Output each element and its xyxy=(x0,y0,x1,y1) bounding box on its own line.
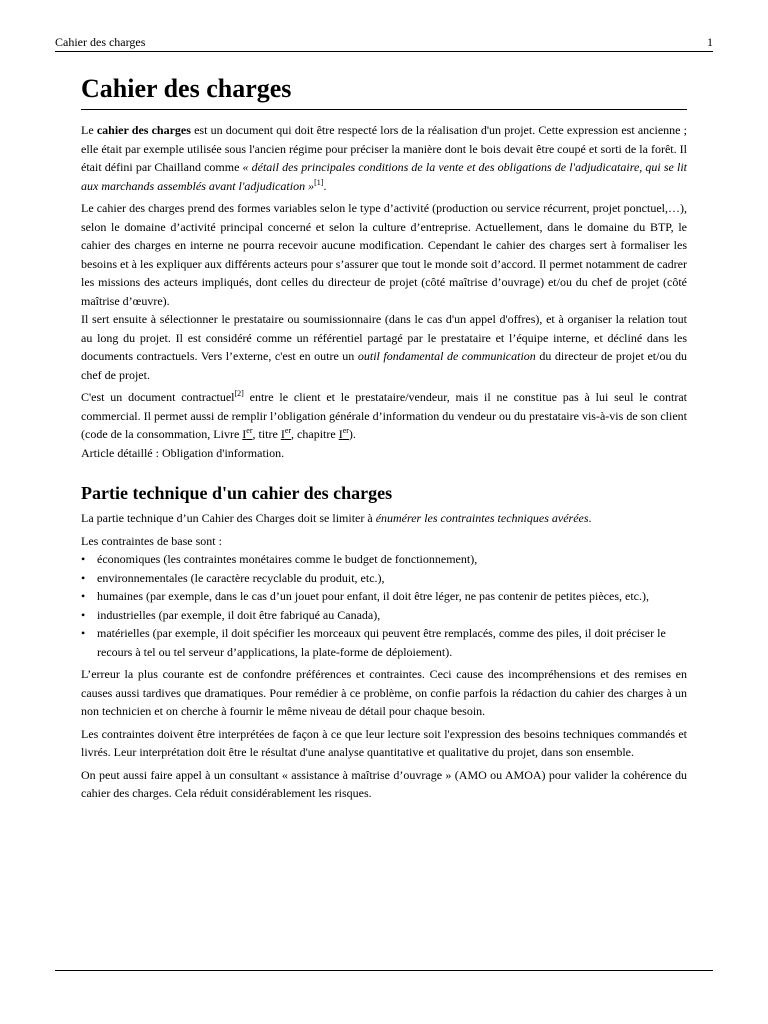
footnote-ref-2[interactable]: [2] xyxy=(234,389,244,398)
ordinal-titre: Ier xyxy=(280,426,292,441)
list-item: • économiques (les contraintes monétaires comme le budget de fonctionnement), xyxy=(81,550,687,569)
section-heading: Partie technique d'un cahier des charges xyxy=(81,483,393,503)
list-item: • industrielles (par exemple, il doit être fabriqué au Canada), xyxy=(81,606,687,625)
bold-term: cahier des charges xyxy=(96,123,191,137)
section-paragraph-2: L’erreur la plus courante est de confondre préférences et contraintes. Ceci cause des incompréhensions et des remises en causes aussi tardives que dramatiques. Pour remédier à ce problème, on confie parfois la rédaction du cahier des charges à un non technicien et on cherche à fournir le même niveau de détail pour chaque besoin. xyxy=(81,667,687,718)
list-item: • humaines (par exemple, dans le cas d’un jouet pour enfant, il doit être léger, ne pas contenir de petites pièces, etc.), xyxy=(81,587,687,606)
footnote-ref-1[interactable]: [1] xyxy=(314,177,324,187)
italic-phrase: outil fondamental de communication xyxy=(357,349,536,363)
list-item: • environnementales (le caractère recyclable du produit, etc.), xyxy=(81,569,687,588)
section-paragraph-3: Les contraintes doivent être interprétées de façon à ce que leur lecture soit l'expression des besoins techniques commandés et livrés. Leur interprétation doit être le résultat d'une analyse quantitative et qualitative du projet, dans son ensemble. xyxy=(81,726,687,759)
text-run: C'est un document contractuel xyxy=(81,390,235,404)
intro-paragraph-1 xyxy=(81,121,687,195)
section-paragraph-4: On peut aussi faire appel à un consultant « assistance à maîtrise d’ouvrage » (AMO ou AMOA) pour valider la cohérence du cahier des charges. Cela réduit considérablement les risques. xyxy=(81,767,687,800)
running-header-title: Cahier des charges xyxy=(55,35,146,49)
section-paragraph-1 xyxy=(81,509,687,528)
ordinal-livre: Ier xyxy=(242,426,253,441)
running-header xyxy=(55,34,713,50)
intro-paragraph-2: Le cahier des charges prend des formes variables selon le type d’activité (production ou service récurrent, projet ponctuel,…), selon le domaine d’activité principal concerné et selon la culture d’entreprise. Actuellement, dans le domaine du BTP, le cahier des charges en interne ne pourra recevoir aucune modification. Cependant le cahier des charges sert à formaliser les besoins et à les expliquer aux différents acteurs pour s’assurer que tout le monde soit d’accord. Il permet notamment de cadrer les missions des acteurs impliqués, dont celles du directeur de projet (côté maîtrise d’ouvrage) et/ou du chef de projet (côté maîtrise d’œuvre). xyxy=(81,201,687,308)
bullet-icon: • xyxy=(81,570,86,585)
text-run: entre le client et le prestataire/vendeur, mais il ne constitue pas à lui seul le contrat commercial. Il permet aussi de remplir l’obligation générale d’information du vendeur ou du prestataire vis-à-vis de son client (code de la consommation, Livre xyxy=(81,390,687,441)
detailed-article-note: Article détaillé : Obligation d'information. xyxy=(81,445,285,460)
text-run: est un document qui doit être respecté lors de la réalisation d'un projet. Cette expression est ancienne ; elle était par exemple utilisée sous l'ancien régime pour préciser la manière dont le bois devait être coupé et sorti de la forêt. Il était défini par Chailland comme xyxy=(81,123,687,174)
bullet-icon: • xyxy=(81,607,86,622)
page-number: 1 xyxy=(707,35,713,49)
page-title: Cahier des charges xyxy=(81,72,687,110)
bullet-icon: • xyxy=(81,552,86,566)
text-run: , titre xyxy=(252,427,281,441)
text-run: , chapitre xyxy=(291,427,339,441)
text-run: . xyxy=(323,178,327,193)
italic-quote: « détail des principales conditions de la vente et des obligations de l'adjudicataire, qui se lit aux marchands assemblés avant l'adjudication » xyxy=(81,160,687,193)
list-item: • matérielles (par exemple, il doit spécifier les morceaux qui peuvent être remplacés, comme des piles, il doit préciser le recours à tel ou tel serveur d’applications, la plate-forme de déploiement). xyxy=(81,626,666,659)
text-run: La partie technique d’un Cahier des Charges doit se limiter à xyxy=(81,511,376,525)
bullet-icon: • xyxy=(81,626,86,640)
header-rule xyxy=(55,51,713,52)
intro-paragraph-3 xyxy=(81,310,687,384)
text-run: Le xyxy=(81,123,97,137)
article-content xyxy=(81,72,687,807)
italic-phrase: énumérer les contraintes techniques avérées xyxy=(375,511,589,525)
constraints-list xyxy=(81,550,687,661)
text-run: du directeur de projet et/ou du chef de projet. xyxy=(81,349,687,382)
list-intro: Les contraintes de base sont : xyxy=(81,533,222,548)
ordinal-chapitre: Ier xyxy=(338,426,349,441)
footer-rule xyxy=(55,970,713,971)
text-run: Il sert ensuite à sélectionner le prestataire ou soumissionnaire (dans le cas d'un appel d'offres), et à organiser la relation tout au long du projet. Il est considéré comme un référentiel partagé par le prestataire et l’équipe interne, et décliné dans les documents contractuels. Vers l’externe, c'est en outre un xyxy=(81,312,687,363)
text-run: . xyxy=(588,511,592,525)
text-run: ). xyxy=(348,427,356,441)
bullet-icon: • xyxy=(81,589,86,603)
intro-paragraph-4 xyxy=(81,388,687,444)
